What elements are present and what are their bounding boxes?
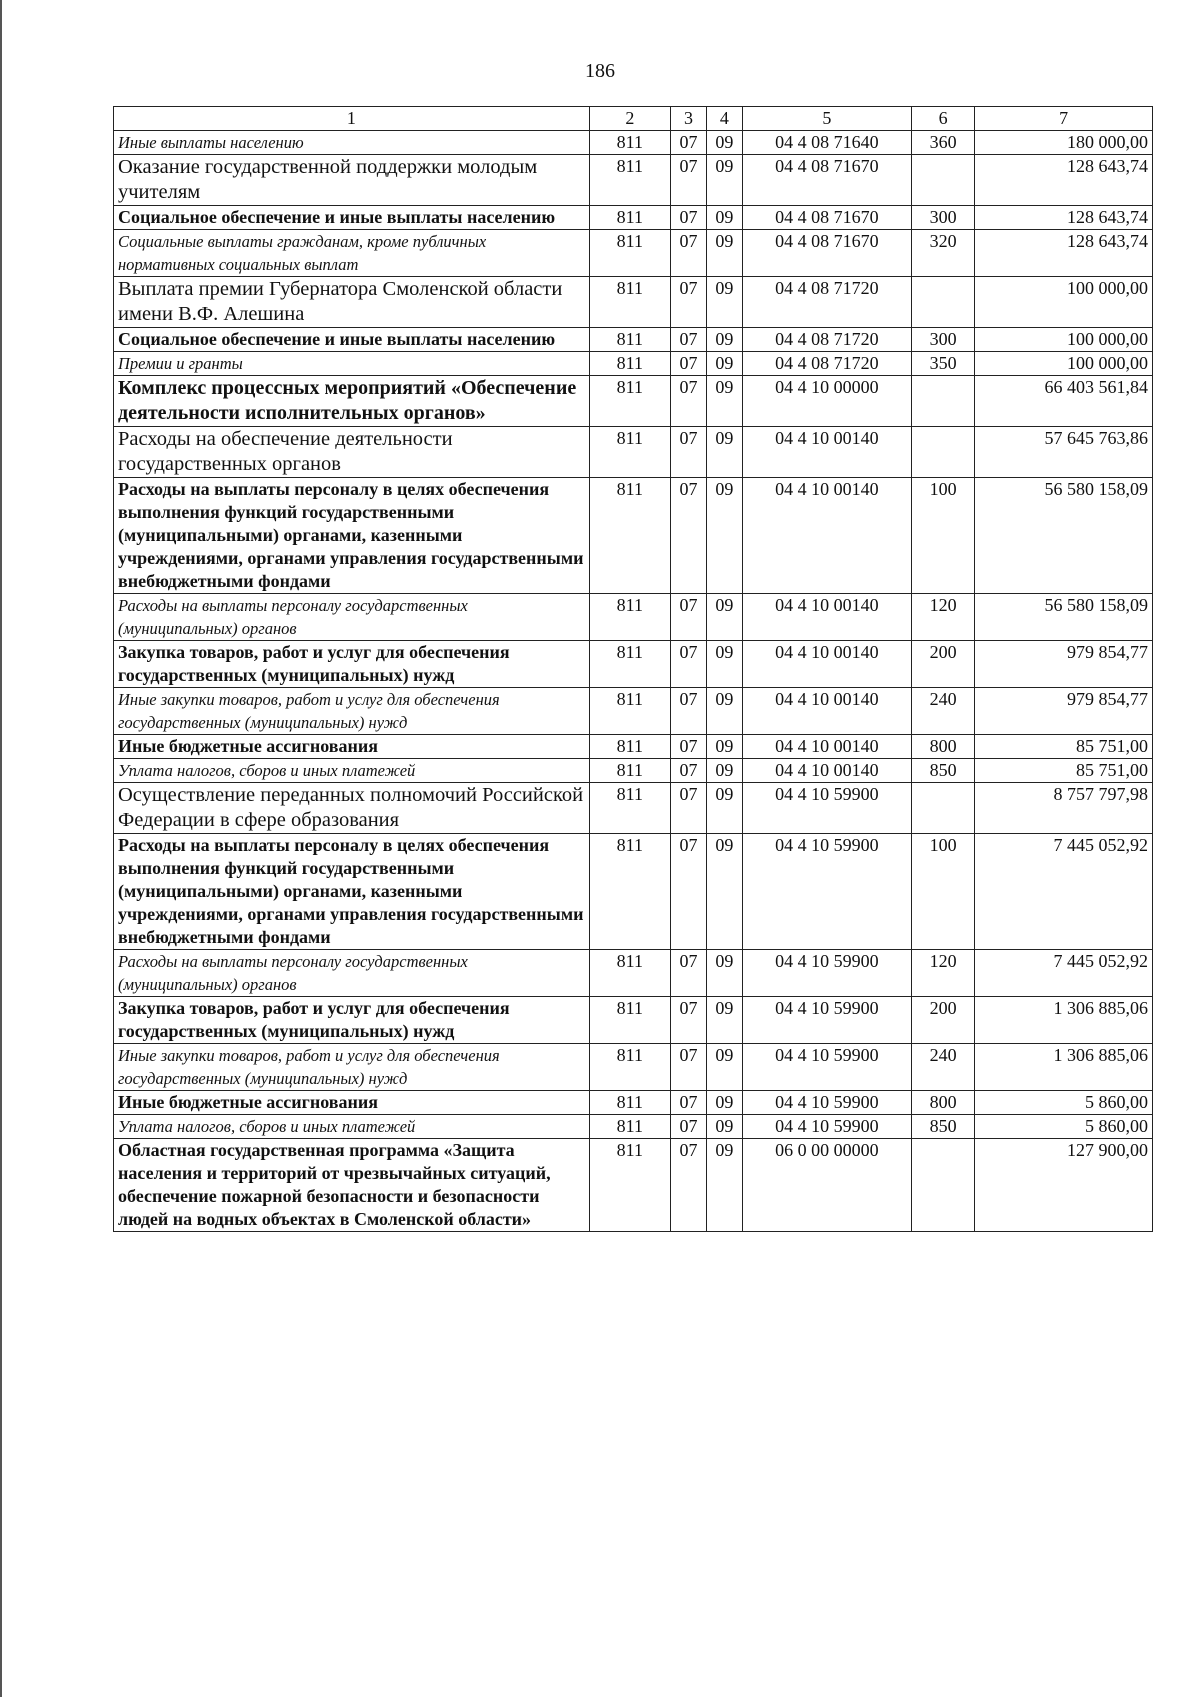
row-section-code: 07 <box>671 277 707 328</box>
row-expense-type: 120 <box>911 594 974 641</box>
row-section-code: 07 <box>671 950 707 997</box>
row-section-code: 07 <box>671 997 707 1044</box>
row-admin-code: 811 <box>589 735 670 759</box>
row-amount: 56 580 158,09 <box>975 594 1153 641</box>
row-admin-code: 811 <box>589 277 670 328</box>
row-subsection-code: 09 <box>706 230 742 277</box>
row-subsection-code: 09 <box>706 352 742 376</box>
row-expense-type: 200 <box>911 997 974 1044</box>
row-subsection-code: 09 <box>706 783 742 834</box>
row-target-article: 04 4 10 59900 <box>742 1044 911 1091</box>
table-row <box>114 352 1153 376</box>
row-name: Осуществление переданных полномочий Российской Федерации в сфере образования <box>114 783 590 834</box>
row-target-article: 04 4 08 71670 <box>742 155 911 206</box>
row-target-article: 04 4 10 59900 <box>742 783 911 834</box>
row-target-article: 04 4 10 00140 <box>742 735 911 759</box>
table-row <box>114 131 1153 155</box>
row-target-article: 04 4 10 59900 <box>742 834 911 950</box>
row-amount: 66 403 561,84 <box>975 376 1153 427</box>
row-admin-code: 811 <box>589 206 670 230</box>
row-subsection-code: 09 <box>706 131 742 155</box>
row-section-code: 07 <box>671 131 707 155</box>
row-name: Иные бюджетные ассигнования <box>114 1091 590 1115</box>
row-subsection-code: 09 <box>706 759 742 783</box>
row-name: Оказание государственной поддержки молодым учителям <box>114 155 590 206</box>
row-amount: 85 751,00 <box>975 759 1153 783</box>
row-section-code: 07 <box>671 1115 707 1139</box>
row-subsection-code: 09 <box>706 1091 742 1115</box>
row-amount: 5 860,00 <box>975 1091 1153 1115</box>
row-amount: 7 445 052,92 <box>975 950 1153 997</box>
row-target-article: 04 4 10 00140 <box>742 688 911 735</box>
table-row <box>114 427 1153 478</box>
table-row <box>114 735 1153 759</box>
row-admin-code: 811 <box>589 478 670 594</box>
row-expense-type <box>911 783 974 834</box>
row-name: Расходы на обеспечение деятельности государственных органов <box>114 427 590 478</box>
row-section-code: 07 <box>671 427 707 478</box>
row-amount: 180 000,00 <box>975 131 1153 155</box>
row-amount: 100 000,00 <box>975 277 1153 328</box>
row-amount: 56 580 158,09 <box>975 478 1153 594</box>
row-name: Расходы на выплаты персоналу в целях обеспечения выполнения функций государственными (муниципальными) органами, казенными учреждениями, органами управления государственными внебюджетными фондами <box>114 478 590 594</box>
row-expense-type: 100 <box>911 478 974 594</box>
row-subsection-code: 09 <box>706 277 742 328</box>
row-amount: 1 306 885,06 <box>975 1044 1153 1091</box>
row-expense-type: 360 <box>911 131 974 155</box>
row-expense-type: 850 <box>911 759 974 783</box>
row-expense-type: 350 <box>911 352 974 376</box>
row-section-code: 07 <box>671 352 707 376</box>
header-col-6: 6 <box>911 107 974 131</box>
row-expense-type: 100 <box>911 834 974 950</box>
row-target-article: 06 0 00 00000 <box>742 1139 911 1232</box>
header-col-2: 2 <box>589 107 670 131</box>
row-name: Областная государственная программа «Защита населения и территорий от чрезвычайных ситуаций, обеспечение пожарной безопасности и безопасности людей на водных объектах в Смоленской области» <box>114 1139 590 1232</box>
header-col-3: 3 <box>671 107 707 131</box>
row-target-article: 04 4 10 59900 <box>742 1115 911 1139</box>
row-subsection-code: 09 <box>706 427 742 478</box>
row-subsection-code: 09 <box>706 1044 742 1091</box>
header-col-7: 7 <box>975 107 1153 131</box>
row-expense-type <box>911 1139 974 1232</box>
table-row <box>114 594 1153 641</box>
row-name: Расходы на выплаты персоналу государственных (муниципальных) органов <box>114 950 590 997</box>
row-expense-type: 300 <box>911 206 974 230</box>
row-target-article: 04 4 10 00140 <box>742 427 911 478</box>
row-amount: 100 000,00 <box>975 328 1153 352</box>
row-name: Социальное обеспечение и иные выплаты населению <box>114 328 590 352</box>
table-row <box>114 688 1153 735</box>
row-subsection-code: 09 <box>706 950 742 997</box>
row-subsection-code: 09 <box>706 1115 742 1139</box>
table-row <box>114 1091 1153 1115</box>
table-row <box>114 759 1153 783</box>
row-admin-code: 811 <box>589 950 670 997</box>
row-section-code: 07 <box>671 328 707 352</box>
row-target-article: 04 4 08 71720 <box>742 328 911 352</box>
table-row <box>114 230 1153 277</box>
table-row <box>114 277 1153 328</box>
row-expense-type <box>911 427 974 478</box>
row-admin-code: 811 <box>589 427 670 478</box>
row-name: Закупка товаров, работ и услуг для обеспечения государственных (муниципальных) нужд <box>114 997 590 1044</box>
row-target-article: 04 4 10 59900 <box>742 950 911 997</box>
row-subsection-code: 09 <box>706 328 742 352</box>
row-name: Расходы на выплаты персоналу государственных (муниципальных) органов <box>114 594 590 641</box>
row-expense-type: 800 <box>911 735 974 759</box>
row-amount: 128 643,74 <box>975 155 1153 206</box>
row-name: Иные закупки товаров, работ и услуг для обеспечения государственных (муниципальных) нужд <box>114 1044 590 1091</box>
row-amount: 7 445 052,92 <box>975 834 1153 950</box>
row-admin-code: 811 <box>589 834 670 950</box>
page-number: 186 <box>585 60 615 82</box>
table-row <box>114 1139 1153 1232</box>
row-admin-code: 811 <box>589 688 670 735</box>
row-subsection-code: 09 <box>706 206 742 230</box>
row-section-code: 07 <box>671 376 707 427</box>
row-target-article: 04 4 08 71670 <box>742 206 911 230</box>
header-col-1: 1 <box>114 107 590 131</box>
row-expense-type: 240 <box>911 688 974 735</box>
row-admin-code: 811 <box>589 376 670 427</box>
row-name: Иные бюджетные ассигнования <box>114 735 590 759</box>
row-subsection-code: 09 <box>706 594 742 641</box>
row-section-code: 07 <box>671 783 707 834</box>
row-name: Премии и гранты <box>114 352 590 376</box>
row-section-code: 07 <box>671 478 707 594</box>
scan-edge <box>0 0 2 1697</box>
table-row <box>114 328 1153 352</box>
row-amount: 85 751,00 <box>975 735 1153 759</box>
row-expense-type: 240 <box>911 1044 974 1091</box>
row-section-code: 07 <box>671 641 707 688</box>
table-row <box>114 997 1153 1044</box>
row-target-article: 04 4 10 59900 <box>742 997 911 1044</box>
row-amount: 127 900,00 <box>975 1139 1153 1232</box>
row-name: Комплекс процессных мероприятий «Обеспечение деятельности исполнительных органов» <box>114 376 590 427</box>
row-section-code: 07 <box>671 206 707 230</box>
row-amount: 57 645 763,86 <box>975 427 1153 478</box>
row-section-code: 07 <box>671 155 707 206</box>
row-section-code: 07 <box>671 759 707 783</box>
row-expense-type <box>911 155 974 206</box>
row-target-article: 04 4 08 71640 <box>742 131 911 155</box>
row-name: Закупка товаров, работ и услуг для обеспечения государственных (муниципальных) нужд <box>114 641 590 688</box>
row-admin-code: 811 <box>589 1044 670 1091</box>
row-section-code: 07 <box>671 594 707 641</box>
row-subsection-code: 09 <box>706 641 742 688</box>
row-admin-code: 811 <box>589 641 670 688</box>
row-section-code: 07 <box>671 230 707 277</box>
row-target-article: 04 4 10 00140 <box>742 594 911 641</box>
row-target-article: 04 4 10 59900 <box>742 1091 911 1115</box>
row-amount: 128 643,74 <box>975 206 1153 230</box>
row-section-code: 07 <box>671 1044 707 1091</box>
row-admin-code: 811 <box>589 230 670 277</box>
header-col-5: 5 <box>742 107 911 131</box>
row-admin-code: 811 <box>589 997 670 1044</box>
row-name: Социальные выплаты гражданам, кроме публичных нормативных социальных выплат <box>114 230 590 277</box>
table-row <box>114 1044 1153 1091</box>
row-name: Уплата налогов, сборов и иных платежей <box>114 1115 590 1139</box>
budget-table <box>113 106 1153 1232</box>
row-section-code: 07 <box>671 735 707 759</box>
row-expense-type: 800 <box>911 1091 974 1115</box>
table-row <box>114 206 1153 230</box>
row-target-article: 04 4 08 71720 <box>742 277 911 328</box>
row-amount: 128 643,74 <box>975 230 1153 277</box>
row-name: Иные выплаты населению <box>114 131 590 155</box>
row-expense-type: 850 <box>911 1115 974 1139</box>
row-admin-code: 811 <box>589 131 670 155</box>
row-target-article: 04 4 10 00140 <box>742 641 911 688</box>
table-row <box>114 478 1153 594</box>
table-row <box>114 376 1153 427</box>
row-admin-code: 811 <box>589 783 670 834</box>
row-expense-type <box>911 277 974 328</box>
row-expense-type: 320 <box>911 230 974 277</box>
table-row <box>114 1115 1153 1139</box>
row-subsection-code: 09 <box>706 155 742 206</box>
table-row <box>114 641 1153 688</box>
table-row <box>114 950 1153 997</box>
row-subsection-code: 09 <box>706 735 742 759</box>
row-amount: 979 854,77 <box>975 641 1153 688</box>
row-subsection-code: 09 <box>706 688 742 735</box>
row-name: Уплата налогов, сборов и иных платежей <box>114 759 590 783</box>
row-section-code: 07 <box>671 1091 707 1115</box>
row-name: Социальное обеспечение и иные выплаты населению <box>114 206 590 230</box>
row-amount: 1 306 885,06 <box>975 997 1153 1044</box>
row-target-article: 04 4 08 71670 <box>742 230 911 277</box>
row-admin-code: 811 <box>589 1091 670 1115</box>
row-name: Иные закупки товаров, работ и услуг для обеспечения государственных (муниципальных) нужд <box>114 688 590 735</box>
row-expense-type: 200 <box>911 641 974 688</box>
row-name: Выплата премии Губернатора Смоленской области имени В.Ф. Алешина <box>114 277 590 328</box>
header-col-4: 4 <box>706 107 742 131</box>
row-subsection-code: 09 <box>706 376 742 427</box>
row-subsection-code: 09 <box>706 1139 742 1232</box>
row-amount: 5 860,00 <box>975 1115 1153 1139</box>
row-admin-code: 811 <box>589 328 670 352</box>
table-row <box>114 155 1153 206</box>
row-admin-code: 811 <box>589 155 670 206</box>
row-name: Расходы на выплаты персоналу в целях обеспечения выполнения функций государственными (муниципальными) органами, казенными учреждениями, органами управления государственными внебюджетными фондами <box>114 834 590 950</box>
row-admin-code: 811 <box>589 594 670 641</box>
row-admin-code: 811 <box>589 1139 670 1232</box>
row-section-code: 07 <box>671 1139 707 1232</box>
row-target-article: 04 4 10 00140 <box>742 759 911 783</box>
table-row <box>114 783 1153 834</box>
row-subsection-code: 09 <box>706 478 742 594</box>
row-admin-code: 811 <box>589 352 670 376</box>
row-subsection-code: 09 <box>706 997 742 1044</box>
row-subsection-code: 09 <box>706 834 742 950</box>
row-amount: 979 854,77 <box>975 688 1153 735</box>
row-expense-type: 300 <box>911 328 974 352</box>
table-row <box>114 834 1153 950</box>
row-admin-code: 811 <box>589 1115 670 1139</box>
row-target-article: 04 4 10 00140 <box>742 478 911 594</box>
row-expense-type <box>911 376 974 427</box>
row-target-article: 04 4 08 71720 <box>742 352 911 376</box>
row-amount: 100 000,00 <box>975 352 1153 376</box>
row-section-code: 07 <box>671 688 707 735</box>
header-row <box>114 107 1153 131</box>
row-expense-type: 120 <box>911 950 974 997</box>
row-admin-code: 811 <box>589 759 670 783</box>
row-section-code: 07 <box>671 834 707 950</box>
row-target-article: 04 4 10 00000 <box>742 376 911 427</box>
row-amount: 8 757 797,98 <box>975 783 1153 834</box>
